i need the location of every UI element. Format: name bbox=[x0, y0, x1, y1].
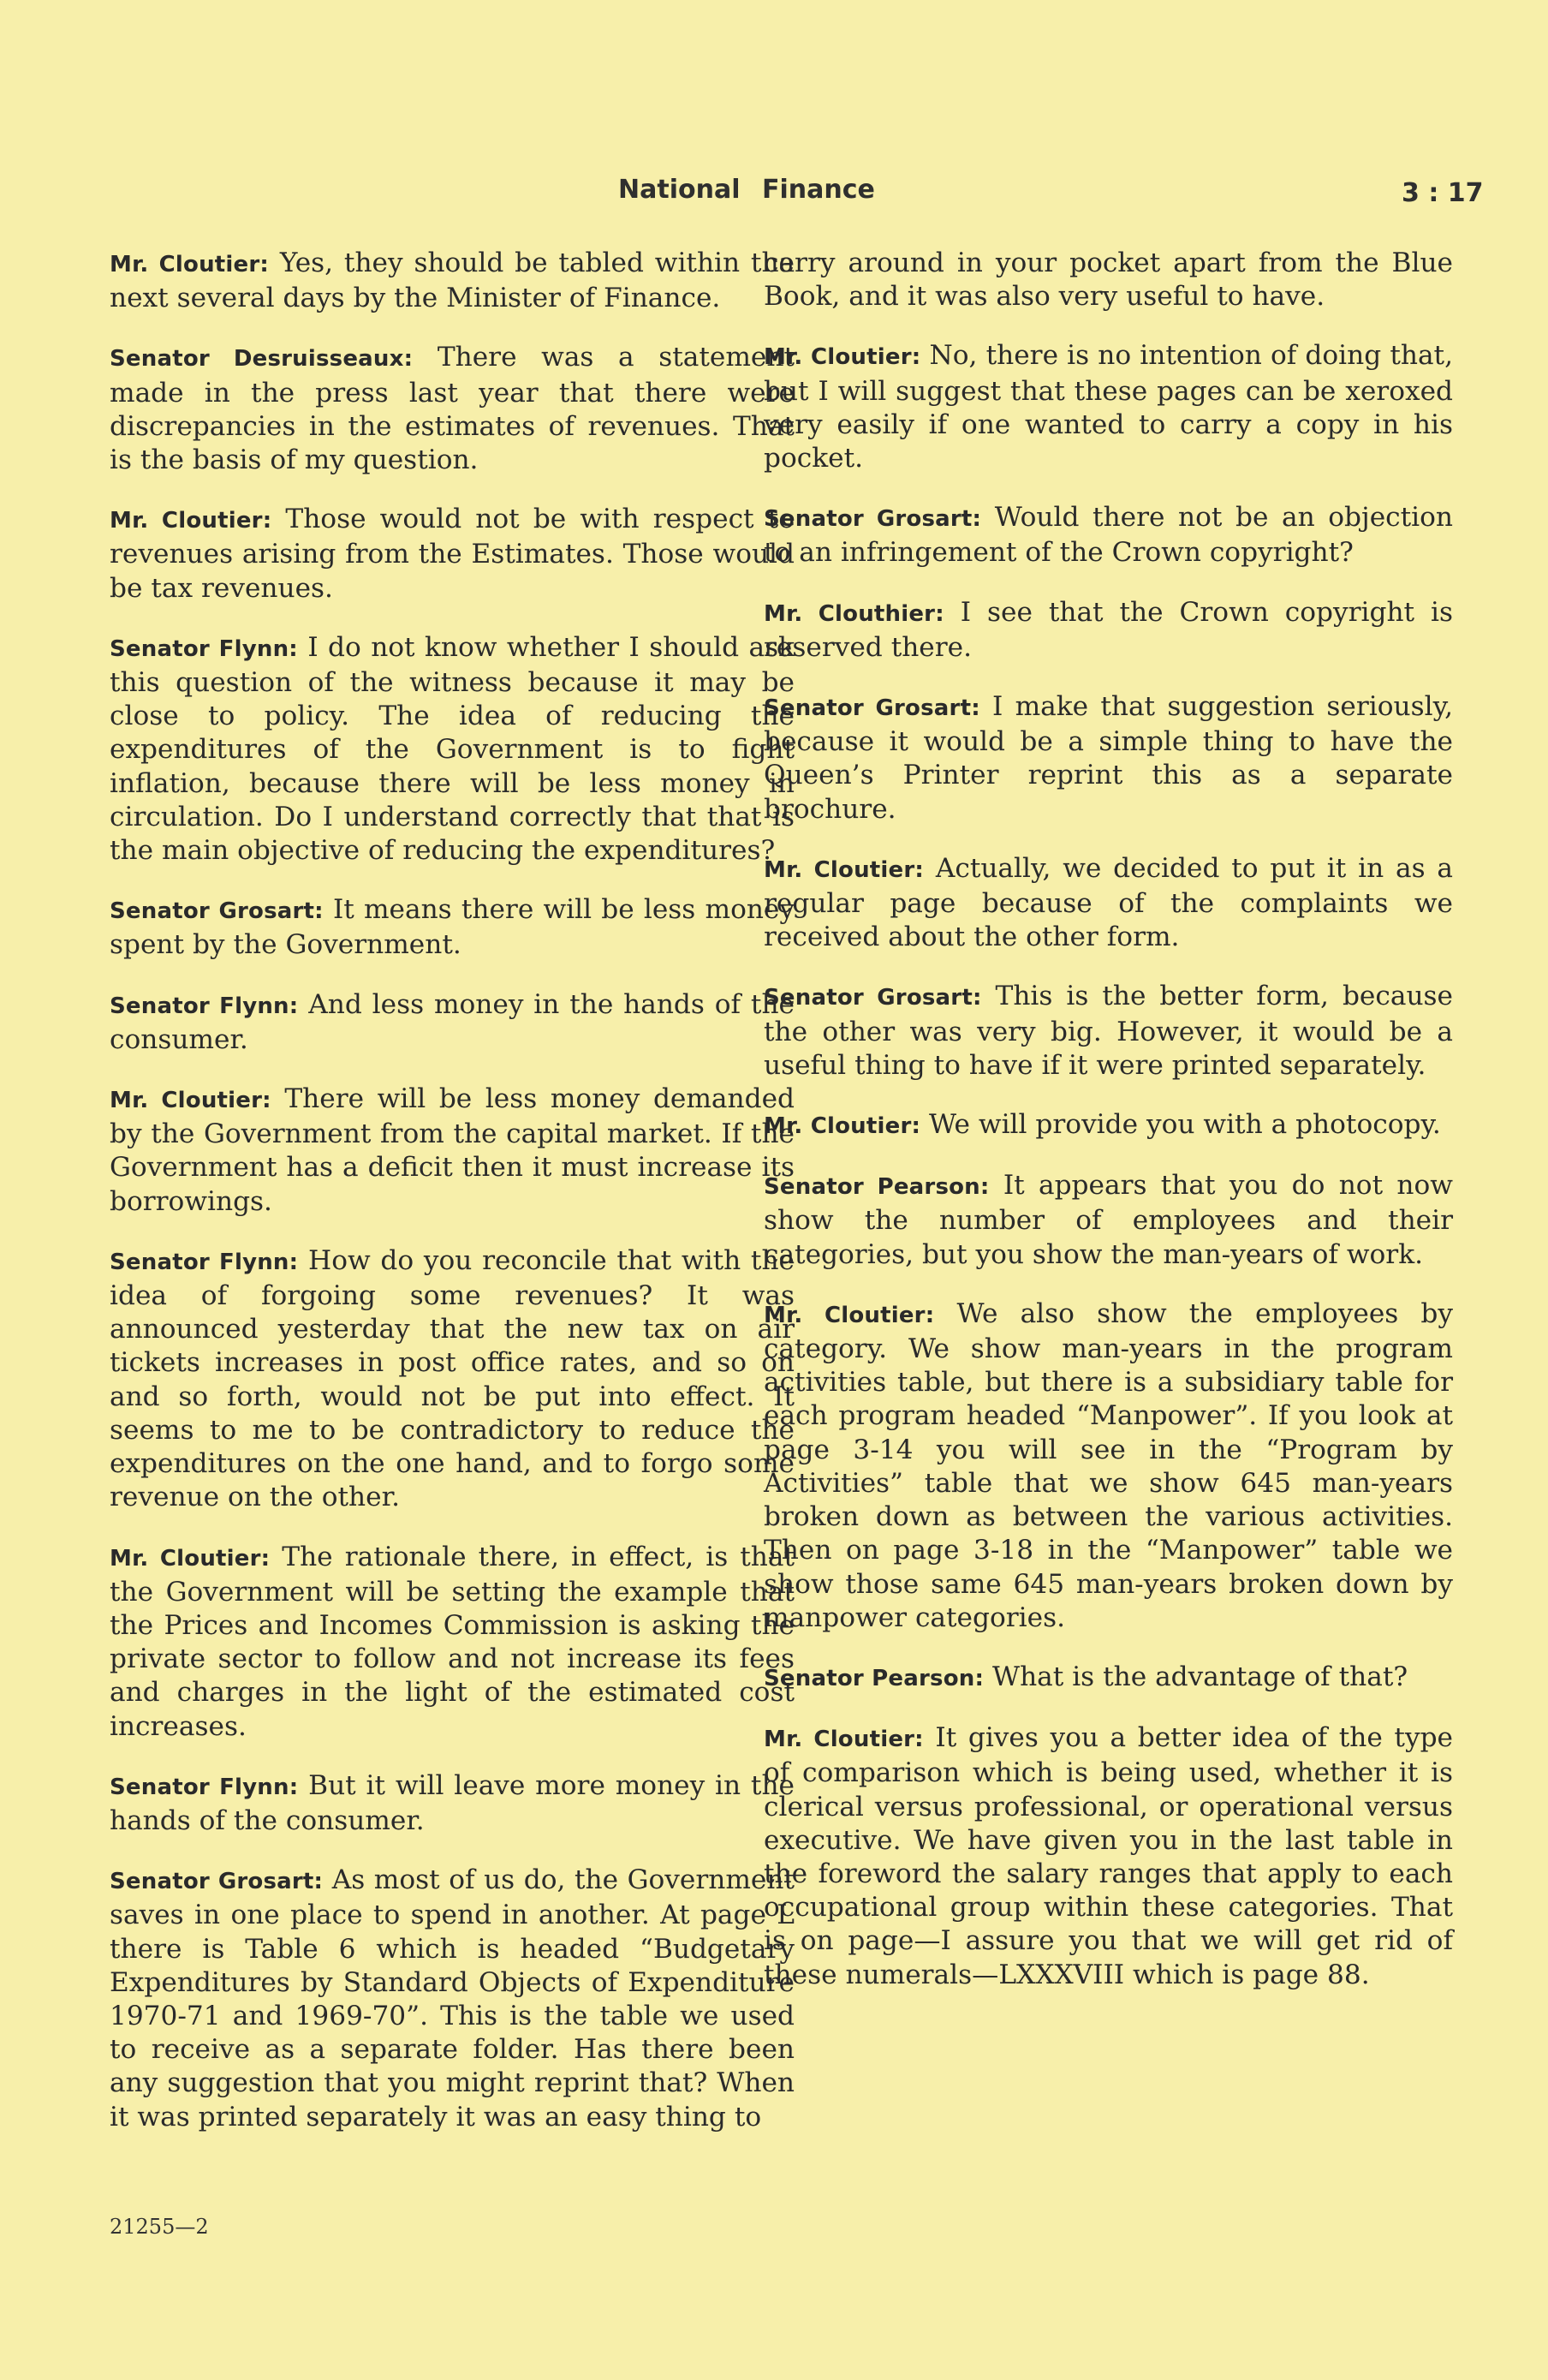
speaker-name: Senator Flynn: bbox=[110, 1249, 299, 1275]
paragraph-text: As most of us do, the Government saves in one place to spend in another. At page L there is Table 6 which is headed “Budgetary Expenditures by Standard Objects of Expenditure 1970-71 and 1969-70”. This is the table we used to receive as a separate folder. Has there been any suggestion that you might reprint that? When it was printed separately it was an easy thing to bbox=[110, 1864, 795, 2132]
paragraph-text: It appears that you do not now show the number of employees and their categories, but you show the man-years of work. bbox=[764, 1170, 1453, 1270]
speaker-name: Mr. Cloutier: bbox=[764, 1302, 935, 1328]
header-title-right: Finance bbox=[762, 175, 875, 205]
left-column bbox=[110, 247, 795, 2160]
speaker-name: Senator Flynn: bbox=[110, 635, 298, 662]
speaker-name: Senator Grosart: bbox=[764, 506, 982, 533]
paragraph-text: We also show the employees by category. We show man-years in the program activities table, but there is a subsidiary table for each program headed “Manpower”. If you look at page 3-14 you will see in the “Program by Activities” table that we show 645 man-years broken down as between the various activities. Then on page 3-18 in the “Manpower” table we show those same 645 man-years broken down by manpower categories. bbox=[764, 1297, 1454, 1633]
paragraph-text: And less money in the hands of the consumer. bbox=[110, 988, 795, 1055]
paragraph bbox=[764, 339, 1453, 475]
paragraph-text: I see that the Crown copyright is reserved there. bbox=[764, 596, 1453, 663]
paragraph-text: Would there not be an objection to an infringement of the Crown copyright? bbox=[764, 502, 1453, 569]
running-header bbox=[0, 175, 1548, 209]
paragraph bbox=[764, 690, 1453, 826]
paragraph-text: carry around in your pocket apart from the Blue Book, and it was also very useful to have. bbox=[764, 248, 1453, 313]
paragraph-text: Actually, we decided to put it in as a regular page because of the complaints we received about the other form. bbox=[764, 852, 1454, 953]
paragraph-text: Yes, they should be tabled within the next several days by the Minister of Finance. bbox=[110, 248, 795, 314]
paragraph bbox=[110, 1083, 795, 1219]
paragraph bbox=[110, 1541, 795, 1744]
paragraph bbox=[110, 1864, 795, 2134]
speaker-name: Mr. Cloutier: bbox=[764, 856, 924, 883]
paragraph bbox=[764, 1297, 1453, 1635]
speaker-name: Senator Pearson: bbox=[764, 1665, 985, 1691]
speaker-name: Mr. Cloutier: bbox=[110, 1545, 271, 1572]
speaker-name: Mr. Clouthier: bbox=[764, 600, 944, 627]
paragraph-text: I do not know whether I should ask this question of the witness because it may be close to policy. The idea of reducing the expenditures of the Government is to fight inflation, because there will be less money in circulation. Do I understand correctly that that is the main objective of reducing the expenditures? bbox=[110, 631, 795, 867]
speaker-name: Senator Grosart: bbox=[764, 695, 980, 722]
paragraph bbox=[110, 503, 795, 605]
speaker-name: Senator Flynn: bbox=[110, 993, 299, 1019]
paragraph-text: This is the better form, because the other was very big. However, it would be a useful thing to have if it were printed separately. bbox=[764, 981, 1453, 1081]
speaker-name: Mr. Cloutier: bbox=[110, 508, 272, 534]
speaker-name: Senator Flynn: bbox=[110, 1774, 299, 1800]
paragraph-text: We will provide you with a photocopy. bbox=[929, 1109, 1441, 1141]
paragraph bbox=[110, 247, 795, 315]
paragraph bbox=[110, 988, 795, 1057]
paragraph bbox=[764, 1721, 1453, 1992]
speaker-name: Senator Desruisseaux: bbox=[110, 346, 414, 373]
speaker-name: Senator Grosart: bbox=[110, 898, 324, 925]
speaker-name: Mr. Cloutier: bbox=[110, 1088, 271, 1114]
header-title-left: National bbox=[618, 175, 741, 205]
paragraph-text: But it will leave more money in the hands of the consumer. bbox=[110, 1769, 795, 1836]
paragraph bbox=[764, 1169, 1453, 1272]
paragraph bbox=[764, 1661, 1453, 1696]
paragraph bbox=[110, 631, 795, 868]
paragraph bbox=[764, 980, 1453, 1083]
paragraph-text: No, there is no intention of doing that, but I will suggest that these pages can be xeroxed very easily if one wanted to carry a copy in his pocket. bbox=[764, 340, 1453, 474]
paragraph bbox=[764, 596, 1453, 665]
speaker-name: Mr. Cloutier: bbox=[110, 252, 269, 277]
paragraph-text: The rationale there, in effect, is that the Government will be setting the example that the Prices and Incomes Commission is asking the private sector to follow and not increase its fees and charges in the light of the estimated cost increases. bbox=[110, 1541, 795, 1742]
paragraph-text: What is the advantage of that? bbox=[992, 1661, 1408, 1692]
paragraph-text: Those would not be with respect to revenues arising from the Estimates. Those would be tax revenues. bbox=[110, 504, 795, 604]
speaker-name: Senator Grosart: bbox=[764, 985, 982, 1011]
speaker-name: Senator Grosart: bbox=[110, 1869, 324, 1895]
paragraph-text: I make that suggestion seriously, because it would be a simple thing to have the Queen’s Printer reprint this as a separate brochure. bbox=[764, 691, 1453, 825]
paragraph bbox=[764, 501, 1453, 570]
paragraph-text: It gives you a better idea of the type of comparison which is being used, whether it is clerical versus professional, or operational versus executive. We have given you in the last table in the foreword the salary ranges that apply to each occupational group within these categories. That is on page—I assure you that we will get rid of these numerals—LXXXVIII which is page 88. bbox=[764, 1722, 1453, 1990]
paragraph-text: There was a statement made in the press last year that there were discrepancies in the estimates of revenues. That is the basis of my question. bbox=[110, 342, 795, 476]
paragraph bbox=[110, 893, 795, 962]
paragraph bbox=[764, 1108, 1453, 1143]
paragraph bbox=[110, 1244, 795, 1515]
speaker-name: Mr. Cloutier: bbox=[764, 344, 921, 371]
paragraph bbox=[764, 852, 1453, 955]
right-column bbox=[764, 247, 1453, 2018]
page-number: 3 : 17 bbox=[1402, 178, 1484, 208]
paragraph-text: How do you reconcile that with the idea of forgoing some revenues? It was announced yesterday that the new tax on air tickets increases in post office rates, and so on and so forth, would not be put into effect. It seems to me to be contradictory to reduce the expenditures on the one hand, and to forgo some revenue on the other. bbox=[110, 1244, 795, 1513]
paragraph bbox=[110, 341, 795, 477]
speaker-name: Mr. Cloutier: bbox=[764, 1727, 924, 1753]
paragraph bbox=[764, 247, 1453, 313]
paragraph bbox=[110, 1769, 795, 1838]
speaker-name: Senator Pearson: bbox=[764, 1174, 990, 1201]
speaker-name: Mr. Cloutier: bbox=[764, 1113, 921, 1140]
paragraph-text: There will be less money demanded by the Government from the capital market. If the Government has a deficit then it must increase its borrowings. bbox=[110, 1083, 795, 1217]
footer-code: 21255—2 bbox=[110, 2215, 209, 2239]
paragraph-text: It means there will be less money spent by the Government. bbox=[110, 894, 795, 961]
